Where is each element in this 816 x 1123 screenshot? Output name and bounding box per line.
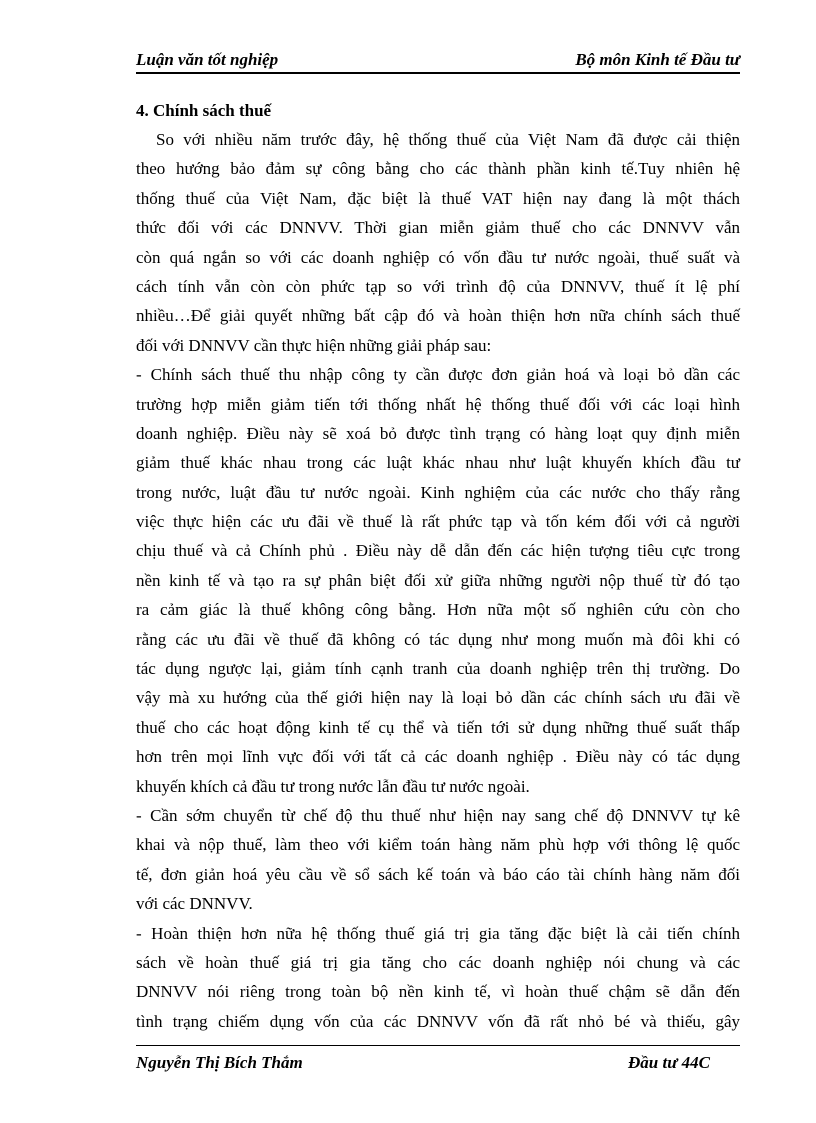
text-line: tế, đơn giản hoá yêu cầu về sổ sách kế toán và báo cáo tài chính hàng năm đối [136,864,740,884]
text-line: trong nước, luật đầu tư nước ngoài. Kinh nghiệm của các nước cho thấy rằng [136,482,740,502]
text-line: DNNVV nói riêng trong toàn bộ nền kinh tế, vì hoàn thuế chậm sẽ dẫn đến [136,982,740,1002]
paragraph-lines [136,125,740,1036]
text-line: với các DNNVV. [136,894,253,914]
text-line: thống thuế của Việt Nam, đặc biệt là thuế VAT hiện nay đang là một thách [136,188,740,208]
footer-class: Đầu tư 44C [628,1053,710,1072]
text-line: thuế cho các hoạt động kinh tế cụ thể và tiến tới sử dụng những thuế suất thấp [136,717,740,737]
document-body [136,96,740,1036]
text-line: thức đối với các DNNVV. Thời gian miễn giảm thuế cho các DNNVV vẫn [136,218,740,238]
section-heading: 4. Chính sách thuế [136,101,272,120]
text-line: cách tính vẫn còn còn phức tạp so với trình độ của DNNVV, thuế ít lệ phí [136,276,740,296]
text-line: khai và nộp thuế, làm theo với kiểm toán hàng năm phù hợp với thông lệ quốc [136,835,740,855]
text-line: rằng các ưu đãi về thuế đã không có tác dụng như mong muốn mà đôi khi có [136,629,740,649]
header-department: Bộ môn Kinh tế Đầu tư [575,50,740,69]
text-line: - Hoàn thiện hơn nữa hệ thống thuế giá trị gia tăng đặc biệt là cải tiến chính [136,923,740,943]
text-line: trường hợp miễn giảm tiến tới thống nhất hệ thống thuế đối với các loại hình [136,394,740,414]
text-line: ra cảm giác là thuế không công bằng. Hơn nữa một số nghiên cứu còn cho [136,600,740,620]
text-line: doanh nghiệp. Điều này sẽ xoá bỏ được tình trạng có hàng loạt quy định miễn [136,423,740,443]
text-line: tình trạng chiếm dụng vốn của các DNNVV vốn đã rất nhỏ bé và thiếu, gây [136,1011,740,1031]
text-line: nhiều…Để giải quyết những bất cập đó và hoàn thiện hơn nữa chính sách thuế [136,306,740,326]
text-line: theo hướng bảo đảm sự công bằng cho các thành phần kinh tế.Tuy nhiên hệ [136,159,740,179]
text-line: khuyến khích cả đầu tư trong nước lẫn đầu tư nước ngoài. [136,776,530,796]
text-line: sách về hoàn thuế giá trị gia tăng cho các doanh nghiệp nói chung và các [136,952,740,972]
text-line: chịu thuế và cả Chính phủ . Điều này dễ dẫn đến các hiện tượng tiêu cực trong [136,541,740,561]
text-line: việc thực hiện các ưu đãi về thuế là rất phức tạp và tốn kém đối với cả người [136,512,740,532]
footer-author: Nguyễn Thị Bích Thắm [136,1053,303,1072]
text-line: nền kinh tế và tạo ra sự phân biệt đối xử giữa những người nộp thuế từ đó tạo [136,570,740,590]
text-line: hơn trên mọi lĩnh vực đối với tất cả các doanh nghiệp . Điều này có tác dụng [136,747,740,767]
text-line: - Cần sớm chuyển từ chế độ thu thuế như hiện nay sang chế độ DNNVV tự kê [136,805,740,825]
page-header [136,50,740,74]
text-line: - Chính sách thuế thu nhập công ty cần được đơn giản hoá và loại bỏ dần các [136,365,740,385]
text-line: So với nhiều năm trước đây, hệ thống thuế của Việt Nam đã được cải thiện [156,130,740,149]
text-line: tác dụng ngược lại, giảm tính cạnh tranh của doanh nghiệp trên thị trường. Do [136,659,740,679]
text-line: đối với DNNVV cần thực hiện những giải pháp sau: [136,335,492,355]
page-footer [136,1045,740,1076]
text-line: giảm thuế khác nhau trong các luật khác nhau như luật khuyến khích đầu tư [136,453,740,473]
header-thesis-title: Luận văn tốt nghiệp [136,50,279,69]
text-line: vậy mà xu hướng của thế giới hiện nay là loại bỏ dần các chính sách ưu đãi về [136,688,740,708]
text-line: còn quá ngắn so với các doanh nghiệp có vốn đầu tư nước ngoài, thuế suất và [136,247,740,267]
